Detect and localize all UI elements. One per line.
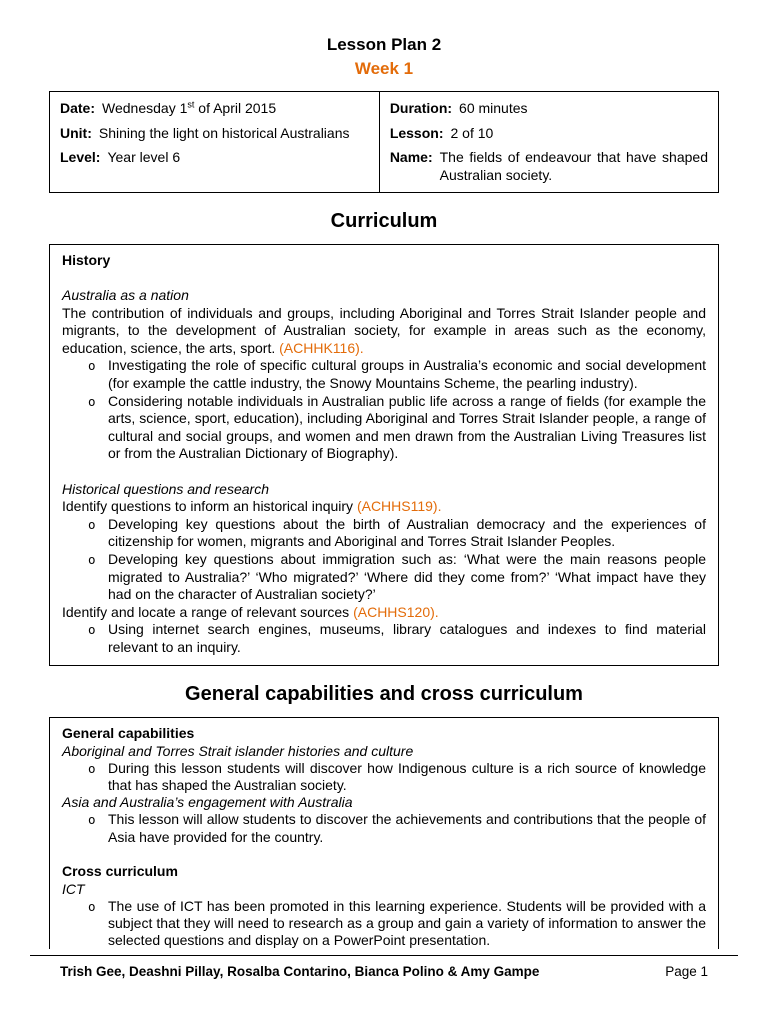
date-label: Date: — [60, 100, 96, 116]
questions-description — [62, 498, 706, 516]
bullet-item: o Considering notable individuals in Australian public life across a range of fields (for example the arts, science, sport, education), including Aboriginal and Torres Strait Islander people, a range of cultural and social groups, and women and men drawn from the Australian Living Treasures list or from the Australian Dictionary of Biography). — [62, 393, 706, 463]
info-cell-left — [50, 92, 380, 193]
asia-engagement-title: Asia and Australia’s engagement with Australia — [62, 794, 353, 811]
duration-field — [390, 100, 708, 118]
footer-authors: Trish Gee, Deashni Pillay, Rosalba Contarino, Bianca Polino & Amy Gampe — [60, 964, 540, 979]
aboriginal-histories-title: Aboriginal and Torres Strait islander histories and culture — [62, 742, 414, 759]
unit-field — [60, 125, 369, 143]
lesson-name-label: Name: — [389, 149, 433, 165]
level-value: Year level 6 — [107, 149, 181, 165]
sources-bullet-list — [62, 621, 706, 656]
ict-bullet-list — [62, 898, 706, 950]
page-footer — [30, 955, 738, 980]
lesson-number-value: 2 of 10 — [450, 124, 494, 141]
lesson-name-field — [390, 149, 708, 184]
spacer — [62, 846, 706, 864]
lesson-name-value: The fields of endeavour that have shaped Australian society. — [439, 149, 708, 183]
historical-questions-title: Historical questions and research — [62, 480, 269, 497]
questions-description-text: Identify questions to inform an historical inquiry — [62, 498, 357, 515]
capabilities-heading: General capabilities and cross curriculum — [185, 683, 583, 706]
date-value-post: of April 2015 — [194, 100, 277, 116]
questions-bullet-list — [62, 516, 706, 604]
asia-bullet-list — [62, 811, 706, 845]
page-number: Page 1 — [665, 964, 708, 979]
date-value-ordinal: st — [187, 99, 195, 110]
capabilities-box — [49, 717, 719, 949]
document-title: Lesson Plan 2 — [326, 35, 442, 54]
bullet-item: o The use of ICT has been promoted in this learning experience. Students will be provided with a subject that they will need to research as a group and gain a variety of information to answer the selected questions and display on a PowerPoint presentation. — [62, 898, 706, 950]
sources-description — [62, 604, 706, 622]
unit-label: Unit: — [60, 124, 92, 141]
level-field — [60, 149, 369, 167]
bullet-item: o Using internet search engines, museums, library catalogues and indexes to find material relevant to an inquiry. — [62, 621, 706, 656]
bullet-item: o This lesson will allow students to discover the achievements and contributions that the people of Asia have provided for the country. — [62, 811, 706, 845]
lesson-info-table — [49, 91, 719, 193]
cross-curriculum-label: Cross curriculum — [62, 863, 178, 880]
ict-title: ICT — [62, 880, 85, 897]
australia-as-a-nation-title: Australia as a nation — [62, 287, 189, 304]
curriculum-code-achhs119: (ACHHS119). — [356, 498, 442, 515]
bullet-item: o Developing key questions about the birth of Australian democracy and the experiences of citizenship for women, migrants and Aboriginal and Torres Strait Islander Peoples. — [62, 516, 706, 551]
curriculum-box — [49, 244, 719, 666]
lesson-number-label: Lesson: — [389, 124, 444, 141]
curriculum-code-achhs120: (ACHHS120). — [353, 603, 439, 620]
bullet-item: o During this lesson students will discover how Indigenous culture is a rich source of knowledge that has shaped the Australian society. — [62, 760, 706, 794]
general-capabilities-label: General capabilities — [62, 725, 195, 742]
unit-value: Shining the light on historical Australians — [98, 124, 350, 141]
date-field — [60, 100, 369, 118]
bullet-item: o Developing key questions about immigration such as: ‘What were the main reasons people migrated to Australia?’ ‘Who migrated?’ ‘Where did they come from?’ ‘What impact have they had on the character of Australian society?’ — [62, 551, 706, 604]
duration-value: 60 minutes — [459, 100, 528, 116]
week-label: Week 1 — [354, 59, 414, 78]
nation-description-text: The contribution of individuals and groups, including Aboriginal and Torres Strait Islander people and migrants, to the development of Australian society, for example in areas such as the economy, education, science, the arts, sport. — [62, 304, 706, 356]
aboriginal-bullet-list — [62, 760, 706, 794]
spacer — [62, 270, 706, 288]
sources-description-text: Identify and locate a range of relevant sources — [62, 603, 354, 620]
info-cell-right — [379, 92, 718, 193]
bullet-item: o Investigating the role of specific cultural groups in Australia’s economic and social development (for example the cattle industry, the Snowy Mountains Scheme, the pearling industry). — [62, 357, 706, 392]
history-label: History — [62, 252, 111, 268]
nation-description — [62, 305, 706, 358]
curriculum-code-achhk116: (ACHHK116). — [279, 339, 364, 356]
nation-bullet-list — [62, 357, 706, 463]
level-label: Level: — [60, 149, 101, 165]
date-value — [102, 100, 369, 118]
date-value-pre: Wednesday 1 — [102, 100, 188, 116]
spacer — [62, 463, 706, 481]
duration-label: Duration: — [389, 100, 453, 116]
lesson-number-field — [390, 125, 708, 143]
curriculum-heading: Curriculum — [330, 210, 438, 232]
